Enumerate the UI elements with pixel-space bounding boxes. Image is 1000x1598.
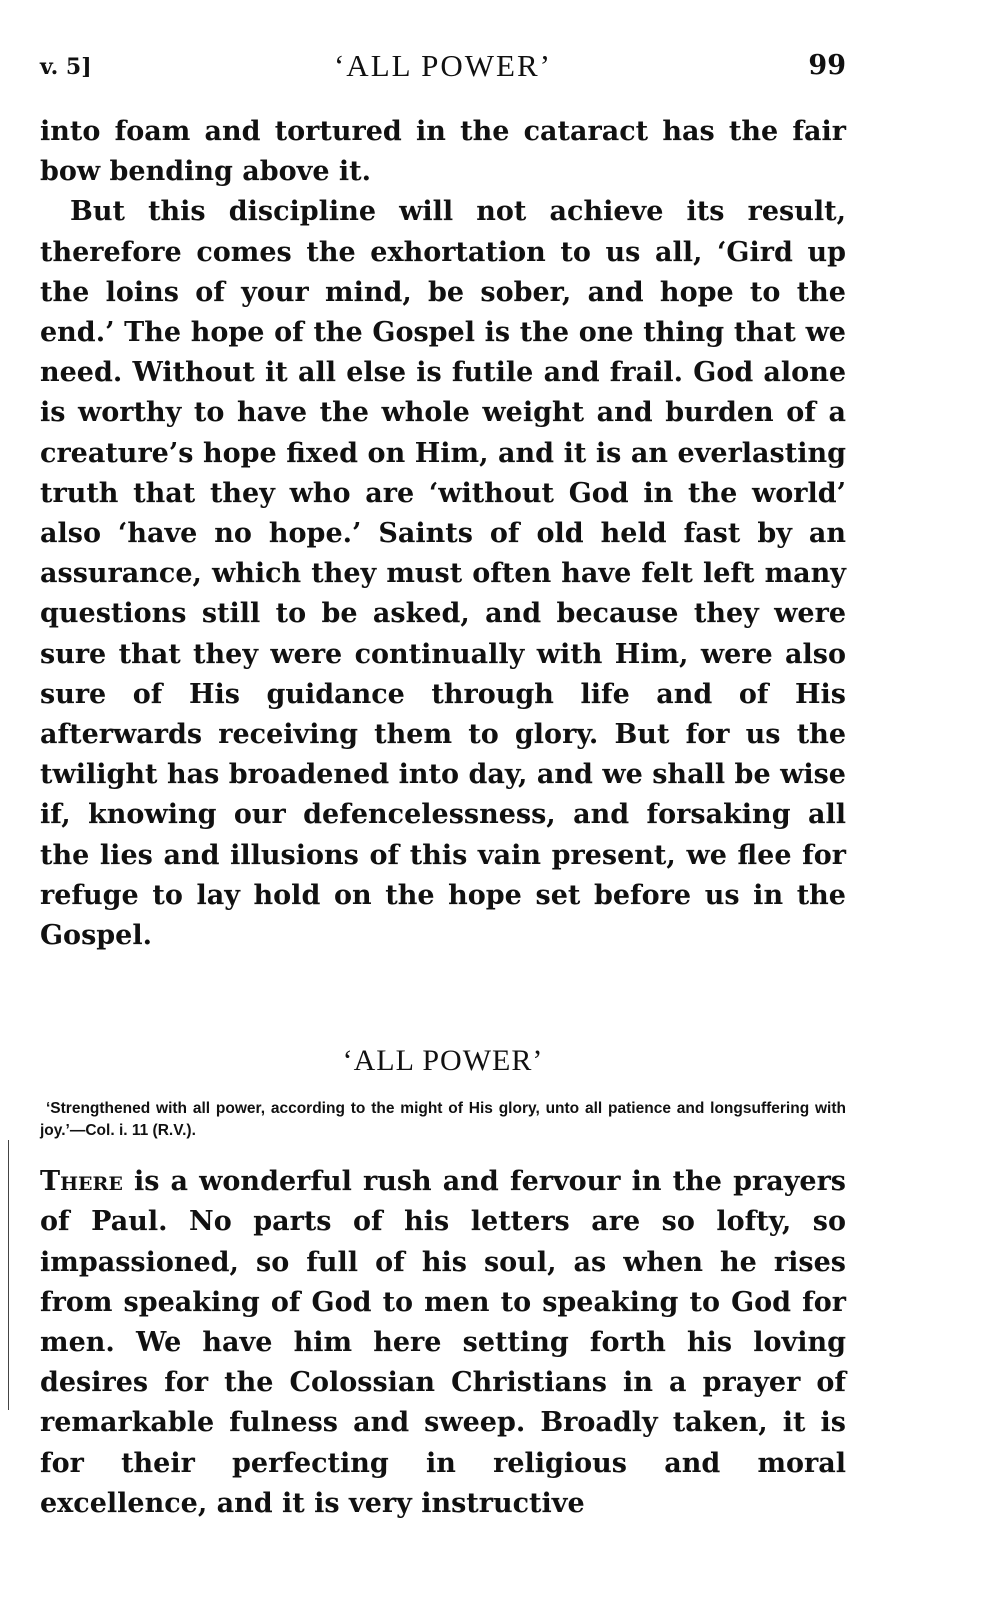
paragraph-hope-of-gospel: But this discipline will not achieve its result, therefore comes the exhortation to us all, ‘Gird up the loins of your mind, be sober, and hope to the end.’ The hope of the Gospel is the one thing that we need. Without it all else is futile and frail. God alone is worthy to have the whole weight and burden of a creature’s hope fixed on Him, and it is an everlasting truth that they who are ‘without God in the world’ also ‘have no hope.’ Saints of old held fast by an assurance, which they must often have felt left many questions still to be asked, and because they were sure that they were continually with Him, were also sure of His guidance through life and of His afterwards receiving them to glory. But for us the twilight has broadened into day, and we shall be wise if, knowing our defencelessness, and forsaking all the lies and illusions of this vain present, we flee for refuge to lay hold on the hope set before us in the Gospel. (40, 196, 846, 952)
opening-paragraph-text: is a wonderful rush and fervour in the prayers of Paul. No parts of his letters are so lofty, so impassioned, so full of his soul, as when he rises from speaking of God to men to speaking to God for men. We have him here setting forth his loving desires for the Colossian Christians in a prayer of remarkable fulness and sweep. Broadly taken, it is for their perfecting in religious and moral excellence, and it is very instructive (40, 1166, 846, 1519)
section-opening-paragraph (40, 1162, 846, 1524)
book-page (40, 46, 846, 1524)
paragraph-continuation: into foam and tortured in the cataract has the fair bow bending above it. (40, 116, 846, 188)
running-title: ‘ALL POWER’ (333, 48, 552, 83)
chapter-verse-reference: v. 5] (40, 54, 92, 80)
margin-rule-mark (8, 1140, 9, 1410)
opening-word: There (40, 1166, 123, 1198)
epigraph-scripture-quote: ‘Strengthened with all power, according to the might of His glory, unto all patience and longsuffering with joy.’—Col. i. 11 (R.V.). (40, 1100, 846, 1140)
section-title: ‘ALL POWER’ (342, 1044, 544, 1078)
page-number: 99 (808, 50, 846, 81)
running-head (40, 46, 846, 90)
